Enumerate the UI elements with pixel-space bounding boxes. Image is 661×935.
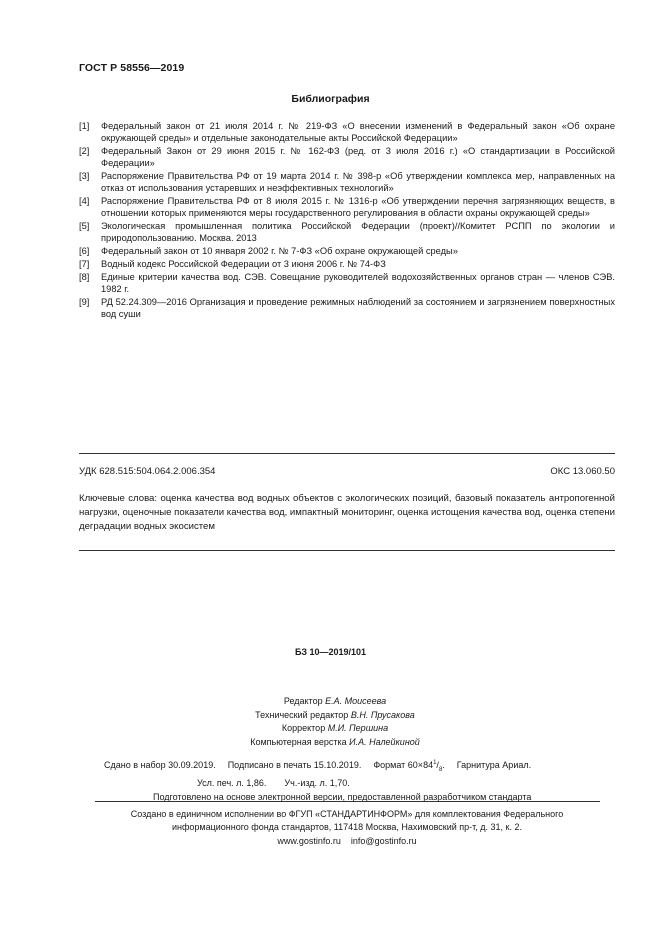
imprint [104, 757, 624, 804]
oks-code: ОКС 13.060.50 [550, 466, 615, 477]
bibliography-item-number: [2] [79, 146, 90, 156]
bibliography-item [79, 220, 615, 244]
bibliography-item-number: [7] [79, 258, 90, 269]
bibliography-item [79, 296, 615, 320]
bibliography-item [79, 258, 615, 270]
staff-line [150, 722, 520, 736]
bibliography-item-text: РД 52.24.309—2016 Организация и проведение режимных наблюдений за состоянием и загрязнением поверхностных вод суши [101, 296, 615, 319]
publisher-sheets: Уч.-изд. л. 1,70. [284, 778, 350, 789]
bibliography-item [79, 271, 615, 295]
bibliography-item-text: Распоряжение Правительства РФ от 8 июля 2015 г. № 1316-р «Об утверждении перечня загрязняющих веществ, в отношении которых применяются меры государственного регулирования в области охраны окружающей среды» [101, 196, 615, 219]
bibliography-item [79, 170, 615, 194]
prepared-note: Подготовлено на основе электронной версии, предоставленной разработчиком стандарта [153, 791, 532, 802]
staff-line [150, 695, 520, 709]
imprint-line-2 [104, 777, 624, 790]
staff-line [150, 736, 520, 750]
staff-role: Корректор [281, 723, 326, 734]
divider-top [79, 453, 615, 454]
classification-row [79, 466, 615, 477]
staff-line [150, 709, 520, 723]
bibliography-item-number: [4] [79, 196, 90, 206]
divider-bottom [79, 550, 615, 551]
bibliography-item-number: [1] [79, 121, 90, 131]
footer-email-link[interactable]: info@gostinfo.ru [350, 835, 417, 846]
bibliography-item-text: Федеральный закон от 10 января 2002 г. № 7-ФЗ «Об охране окружающей среды» [101, 246, 458, 256]
bibliography-item [79, 245, 615, 257]
bibliography-item [79, 145, 615, 169]
staff-credits [150, 695, 520, 749]
bibliography-item-number: [3] [79, 171, 90, 181]
bibliography-item-number: [8] [79, 271, 90, 282]
divider-footer [95, 801, 600, 802]
bibliography-item-number: [9] [79, 296, 90, 307]
bibliography-item [79, 120, 615, 144]
bibliography-item-number: [5] [79, 221, 90, 231]
footer-website-link[interactable]: www.gostinfo.ru [277, 835, 341, 846]
imprint-line-1 [104, 757, 624, 777]
staff-name: М.И. Першина [327, 723, 389, 734]
staff-name: В.Н. Прусакова [350, 709, 415, 720]
printed-sheets: Усл. печ. л. 1,86. [197, 778, 267, 789]
bibliography-item-text: Экологическая промышленная политика Российской Федерации (проект)//Комитет РСПП по экологии и природопользованию. Москва. 2013 [101, 221, 615, 244]
bibliography-title: Библиография [291, 93, 370, 105]
bibliography-item-text: Федеральный закон от 21 июля 2014 г. № 219-ФЗ «О внесении изменений в Федеральный закон «Об охране окружающей среды» и отдельные законодательные акты Российской Федерации» [101, 121, 615, 144]
bibliography-item-text: Водный кодекс Российской Федерации от 3 июня 2006 г. № 74-ФЗ [101, 258, 386, 269]
footer-contacts [79, 835, 615, 848]
bibliography-item [79, 195, 615, 219]
staff-role: Редактор [283, 696, 323, 706]
bibliography-list [79, 120, 615, 321]
document-code: ГОСТ Р 58556—2019 [79, 62, 185, 74]
udk-code: УДК 628.515:504.064.2.006.354 [79, 466, 216, 477]
staff-name: Е.А. Моисеева [325, 696, 387, 706]
bz-number: БЗ 10—2019/101 [294, 647, 367, 657]
footer-line-1: Создано в единичном исполнении во ФГУП «СТАНДАРТИНФОРМ» для комплектования Федерального [130, 809, 564, 819]
signed-date: Подписано в печать 15.10.2019. [227, 760, 362, 770]
bibliography-item-number: [6] [79, 246, 90, 256]
staff-role: Технический редактор [255, 709, 349, 720]
keywords: Ключевые слова: оценка качества вод водных объектов с экологических позиций, базовый показатель антропогенной нагрузки, оценочные показатели качества вод, импактный мониторинг, оценка истощения качества вод, оценка степени деградации водных экосистем [79, 493, 615, 533]
typeface: Гарнитура Ариал. [456, 760, 532, 770]
bibliography-item-text: Единые критерии качества вод. СЭВ. Совещание руководителей водохозяйственных органов стран — членов СЭВ. 1982 г. [101, 271, 615, 294]
bibliography-item-text: Федеральный Закон от 29 июня 2015 г. № 162-ФЗ (ред. от 3 июля 2016 г.) «О стандартизации в Российской Федерации» [101, 146, 615, 169]
submitted-date: Сдано в набор 30.09.2019. [104, 760, 216, 770]
publisher-footer [79, 808, 615, 848]
print-format: Формат $60\times 84^1/_8$. [373, 760, 445, 773]
staff-role: Компьютерная верстка [250, 736, 347, 747]
staff-name: И.А. Налейкиной [349, 736, 420, 747]
bibliography-item-text: Распоряжение Правительства РФ от 19 марта 2014 г. № 398-р «Об утверждении комплекса мер, направленных на отказ от использования устаревших и неэффективных технологий» [101, 171, 615, 194]
footer-line-2: информационного фонда стандартов, 117418 Москва, Нахимовский пр-т, д. 31, к. 2. [171, 822, 523, 833]
